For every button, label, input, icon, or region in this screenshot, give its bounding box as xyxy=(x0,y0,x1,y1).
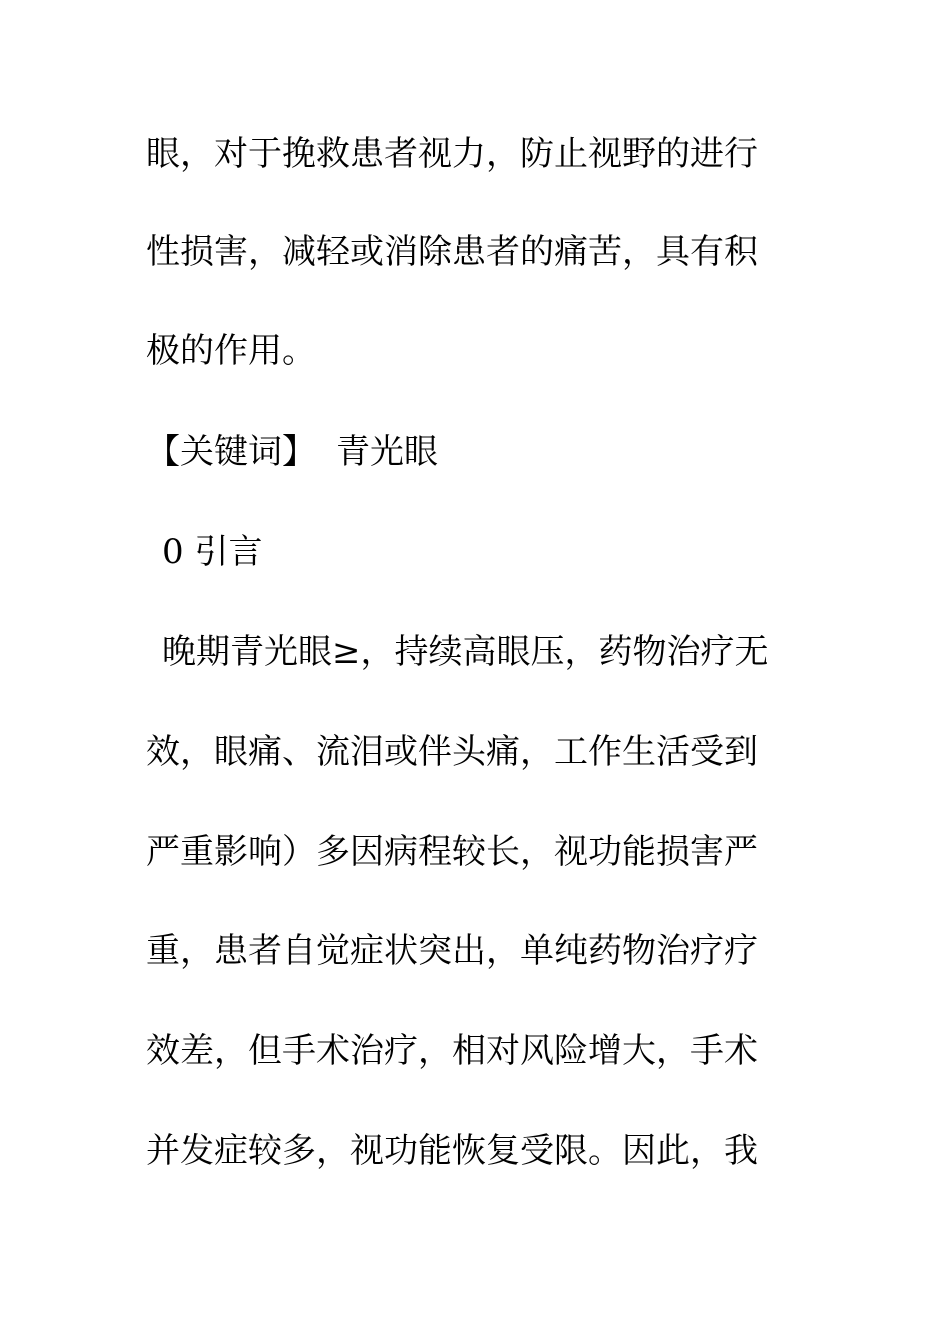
body-line-6: 并发症较多，视功能恢复受限。因此，我 xyxy=(146,1131,758,1171)
abstract-line-2: 性损害，减轻或消除患者的痛苦，具有积 xyxy=(146,232,758,272)
abstract-line-3: 极的作用。 xyxy=(146,331,316,371)
keywords-line xyxy=(146,432,826,472)
keywords-value: 青光眼 xyxy=(336,432,438,472)
abstract-line-1: 眼，对于挽救患者视力，防止视野的进行 xyxy=(146,134,758,174)
body-line-2: 效，眼痛、流泪或伴头痛，工作生活受到 xyxy=(146,732,758,772)
keywords-label: 【关键词】 xyxy=(146,432,316,472)
body-line-4: 重，患者自觉症状突出，单纯药物治疗疗 xyxy=(146,931,758,971)
body-line-1: 晚期青光眼≥，持续高眼压，药物治疗无 xyxy=(162,632,769,672)
body-line-3: 严重影响）多因病程较长，视功能损害严 xyxy=(146,832,758,872)
section-heading: 0 引言 xyxy=(162,532,263,572)
body-line-5: 效差，但手术治疗，相对风险增大，手术 xyxy=(146,1031,758,1071)
